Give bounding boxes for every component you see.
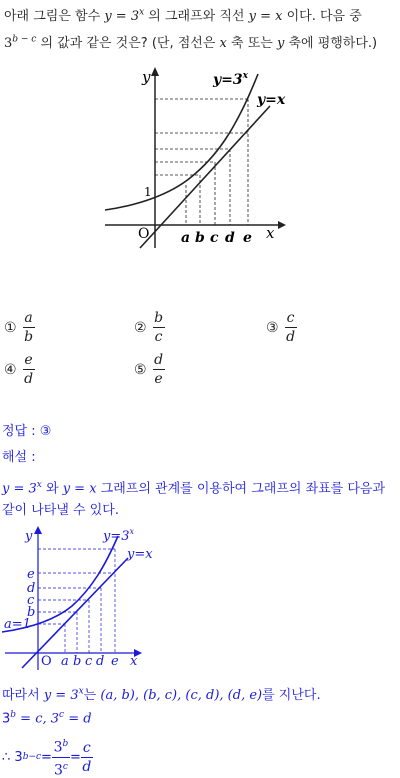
x-tick-a: a: [181, 230, 191, 246]
y-axis-label: y: [142, 68, 151, 86]
question-line2: $3^{b - c}$ 의 값과 같은 것은? (단, 점선은 x 축 또는 y 축에 평행하다.): [4, 34, 378, 51]
origin-label: O: [41, 654, 52, 669]
x-tick-b: b: [73, 654, 82, 669]
line-y-equals-x: [140, 106, 270, 248]
question-graph: [100, 62, 290, 252]
y-tick-d: d: [27, 581, 36, 596]
x-tick-b: b: [195, 230, 205, 246]
question-text: [4, 2, 396, 55]
x-ticks: [181, 230, 252, 246]
x-tick-c: c: [210, 230, 219, 246]
x-tick-e: e: [243, 230, 252, 246]
explanation-conclusion: ∴ 3 b−c = $\frac{3^b}{3^c}$ = $\frac{c}{d}$: [2, 736, 93, 778]
y-tick-c: c: [27, 593, 35, 608]
x-axis-label: x: [130, 654, 138, 669]
answer-line: 정답 : ③: [2, 424, 52, 439]
x-axis-arrow: [278, 221, 286, 229]
explanation-paragraph-2: 따라서 $y = 3^x$는 (a, b), (b, c), (c, d), (d, e)를 지난다.: [2, 686, 321, 703]
result-fraction: $\frac{c}{d}$: [82, 739, 92, 775]
choice-5[interactable]: ⑤ $\frac{d}{e}$: [134, 352, 164, 387]
line-label: y=x: [257, 92, 286, 108]
y-axis-arrow: [34, 526, 42, 534]
x-tick-e: e: [111, 654, 119, 669]
choice-4[interactable]: ④ $\frac{e}{d}$: [4, 352, 34, 387]
exp-curve-label: $y=3^x$: [213, 71, 248, 88]
y-tick-one: 1: [144, 185, 152, 199]
y-axis-label: y: [25, 529, 33, 544]
choice-2[interactable]: ② $\frac{b}{c}$: [134, 310, 164, 345]
y-tick-a-equals-1: a=1: [4, 617, 31, 632]
y-axis-arrow: [151, 67, 159, 76]
explanation-equations: $3^b = c$, $3^c = d$: [2, 710, 92, 727]
choice-3[interactable]: ③ $\frac{c}{d}$: [266, 310, 296, 345]
power-fraction: $\frac{3^b}{3^c}$: [53, 739, 69, 778]
solution-graph: [0, 524, 170, 672]
y-tick-b: b: [27, 605, 36, 620]
y-tick-e: e: [27, 567, 35, 582]
explanation-paragraph-1: $y = 3^x$ 와 y = x 그래프의 관계를 이용하여 그래프의 좌표를 다음과 같이 나타낼 수 있다.: [2, 480, 386, 519]
exp-curve-label: $y=3^x$: [103, 527, 135, 544]
x-tick-d: d: [96, 654, 105, 669]
question-line1: 아래 그림은 함수 $y = 3^x$ 의 그래프와 직선 y = x 이다. 다음 중: [4, 8, 362, 25]
choice-1[interactable]: ① $\frac{a}{b}$: [4, 310, 34, 345]
x-tick-d: d: [225, 230, 235, 246]
x-axis-label: x: [266, 224, 275, 242]
explanation-label: 해설 :: [2, 450, 36, 465]
dashed-guides: [155, 99, 248, 225]
exp-curve: [105, 74, 258, 210]
line-label: y=x: [127, 547, 153, 562]
origin-label: O: [138, 226, 150, 242]
x-tick-a: a: [61, 654, 69, 669]
x-tick-c: c: [85, 654, 93, 669]
